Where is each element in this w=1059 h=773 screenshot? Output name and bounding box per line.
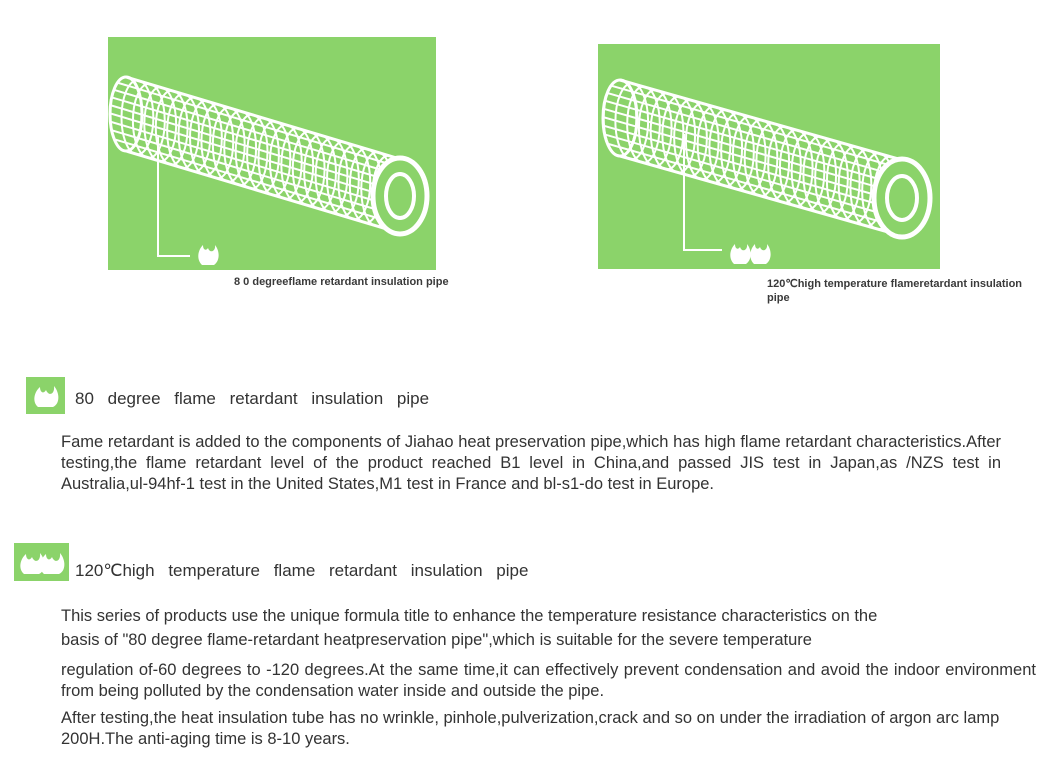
section-heading-120-degree: 120℃high temperature flame retardant insulation pipe: [75, 561, 529, 580]
pipe-illustration-80-degree: [108, 37, 436, 270]
double-flame-icon: [730, 244, 770, 264]
figure-caption-1: 8 0 degreeflame retardant insulation pipe: [234, 276, 449, 288]
figure-caption-2: 120℃high temperature flameretardant insulation pipe: [767, 278, 1023, 304]
section-body-line-2: basis of "80 degree flame-retardant heatpreservation pipe",which is suitable for the severe temperature: [61, 631, 812, 649]
double-flame-icon: [14, 543, 69, 581]
section-body-line-1: This series of products use the unique formula title to enhance the temperature resistance characteristics on the: [61, 607, 878, 625]
section-body-line-3: regulation of-60 degrees to -120 degrees.At the same time,it can effectively prevent condensation and avoid the indoor environment from being polluted by the condensation water inside and outside the pipe.: [61, 661, 1036, 700]
flame-icon: [198, 245, 218, 265]
mesh-pipe-drawing: [108, 37, 436, 270]
section-body-line-4: After testing,the heat insulation tube has no wrinkle, pinhole,pulverization,crack and so on under the irradiation of argon arc lamp 200H.The anti-aging time is 8-10 years.: [61, 709, 1000, 748]
pipe-illustration-120-degree: [598, 44, 940, 269]
single-flame-icon: [26, 377, 65, 414]
section-body-80-degree: Fame retardant is added to the components of Jiahao heat preservation pipe,which has high flame retardant characteristics.After testing,the flame retardant level of the product reached B1 level in China,and passed JIS test in Japan,as /NZS test in Australia,ul-94hf-1 test in the United States,M1 test in France and bl-s1-do test in Europe.: [61, 433, 1001, 493]
section-heading-80-degree: 80 degree flame retardant insulation pipe: [75, 389, 430, 408]
mesh-pipe-drawing: [598, 44, 940, 269]
